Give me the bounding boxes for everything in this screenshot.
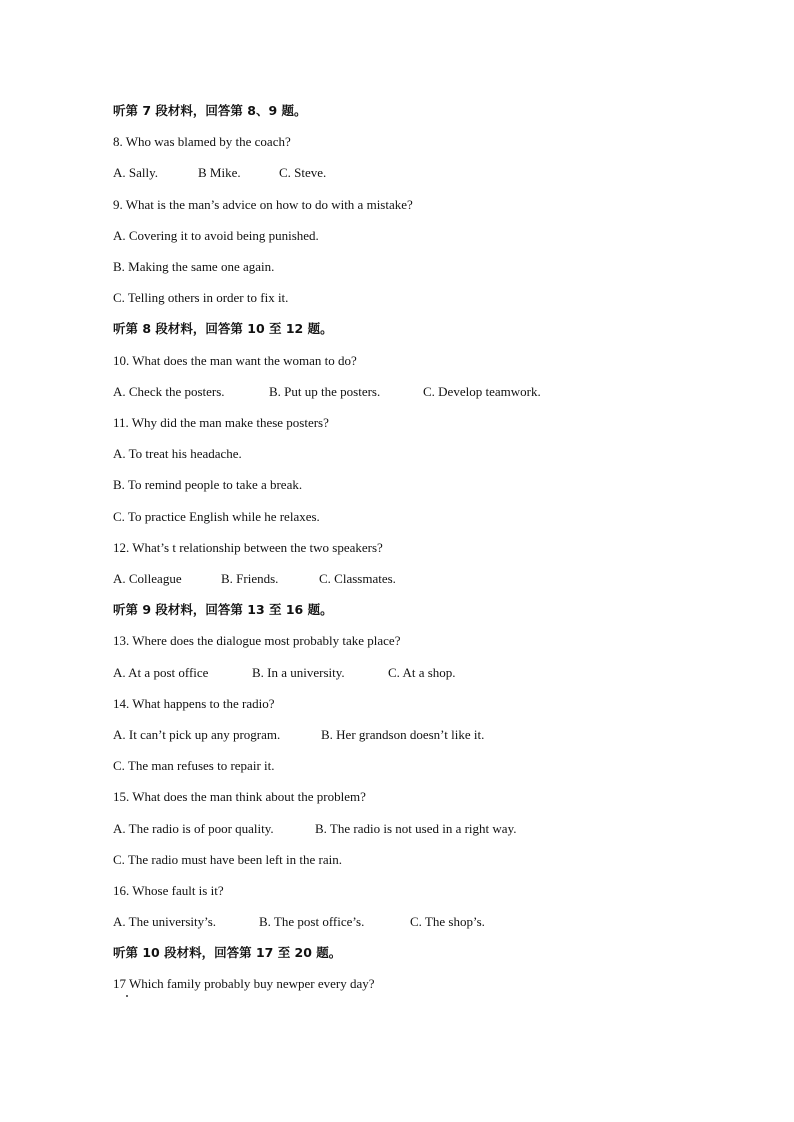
question-stem: 16. Whose fault is it?	[113, 883, 224, 898]
option-b: B. In a university.	[252, 665, 345, 680]
question-stem: 11. Why did the man make these posters?	[113, 415, 329, 430]
option-a: A. Colleague	[113, 571, 182, 586]
option-row	[113, 914, 485, 930]
option-b: B. The radio is not used in a right way.	[315, 821, 517, 836]
option-b: B Mike.	[198, 165, 241, 180]
option-row	[113, 571, 396, 587]
question-stem: 9. What is the man’s advice on how to do with a mistake?	[113, 197, 413, 212]
question-stem: 8. Who was blamed by the coach?	[113, 134, 291, 149]
option-c: C. Steve.	[279, 165, 327, 180]
option-a: A. To treat his headache.	[113, 446, 242, 461]
option-c: C. Telling others in order to fix it.	[113, 290, 289, 305]
option-b: B. The post office’s.	[259, 914, 365, 929]
option-b: B. Put up the posters.	[269, 384, 381, 399]
section-heading: 听第 7 段材料，回答第 8、9 题。	[113, 103, 307, 118]
option-row	[113, 384, 541, 400]
option-b: B. Making the same one again.	[113, 259, 275, 274]
option-c: C. Classmates.	[319, 571, 396, 586]
option-c: C. The man refuses to repair it.	[113, 758, 275, 773]
question-stem: 14. What happens to the radio?	[113, 696, 275, 711]
option-b: B. Her grandson doesn’t like it.	[321, 727, 485, 742]
question-stem: 12. What’s t relationship between the two speakers?	[113, 540, 383, 555]
option-a: A. Sally.	[113, 165, 159, 180]
option-c: C. At a shop.	[388, 665, 456, 680]
question-stem: 13. Where does the dialogue most probably take place?	[113, 633, 401, 648]
question-stem: 15. What does the man think about the problem?	[113, 789, 366, 804]
stray-mark	[126, 995, 128, 997]
option-c: C. The shop’s.	[410, 914, 485, 929]
option-a: A. Covering it to avoid being punished.	[113, 228, 319, 243]
question-stem: 10. What does the man want the woman to do?	[113, 353, 357, 368]
option-c: C. To practice English while he relaxes.	[113, 509, 320, 524]
option-row	[113, 165, 326, 181]
option-b: B. Friends.	[221, 571, 279, 586]
option-b: B. To remind people to take a break.	[113, 477, 303, 492]
option-a: A. Check the posters.	[113, 384, 225, 399]
question-stem: 17 Which family probably buy newper every day?	[113, 976, 375, 991]
option-a: A. At a post office	[113, 665, 209, 680]
option-row	[113, 821, 516, 837]
option-a: A. The radio is of poor quality.	[113, 821, 274, 836]
option-c: C. Develop teamwork.	[423, 384, 541, 399]
section-heading: 听第 10 段材料，回答第 17 至 20 题。	[113, 945, 342, 960]
option-a: A. The university’s.	[113, 914, 217, 929]
option-a: A. It can’t pick up any program.	[113, 727, 281, 742]
section-heading: 听第 8 段材料，回答第 10 至 12 题。	[113, 321, 333, 336]
option-row	[113, 665, 456, 681]
section-heading: 听第 9 段材料，回答第 13 至 16 题。	[113, 602, 333, 617]
option-c: C. The radio must have been left in the rain.	[113, 852, 342, 867]
option-row	[113, 727, 484, 743]
